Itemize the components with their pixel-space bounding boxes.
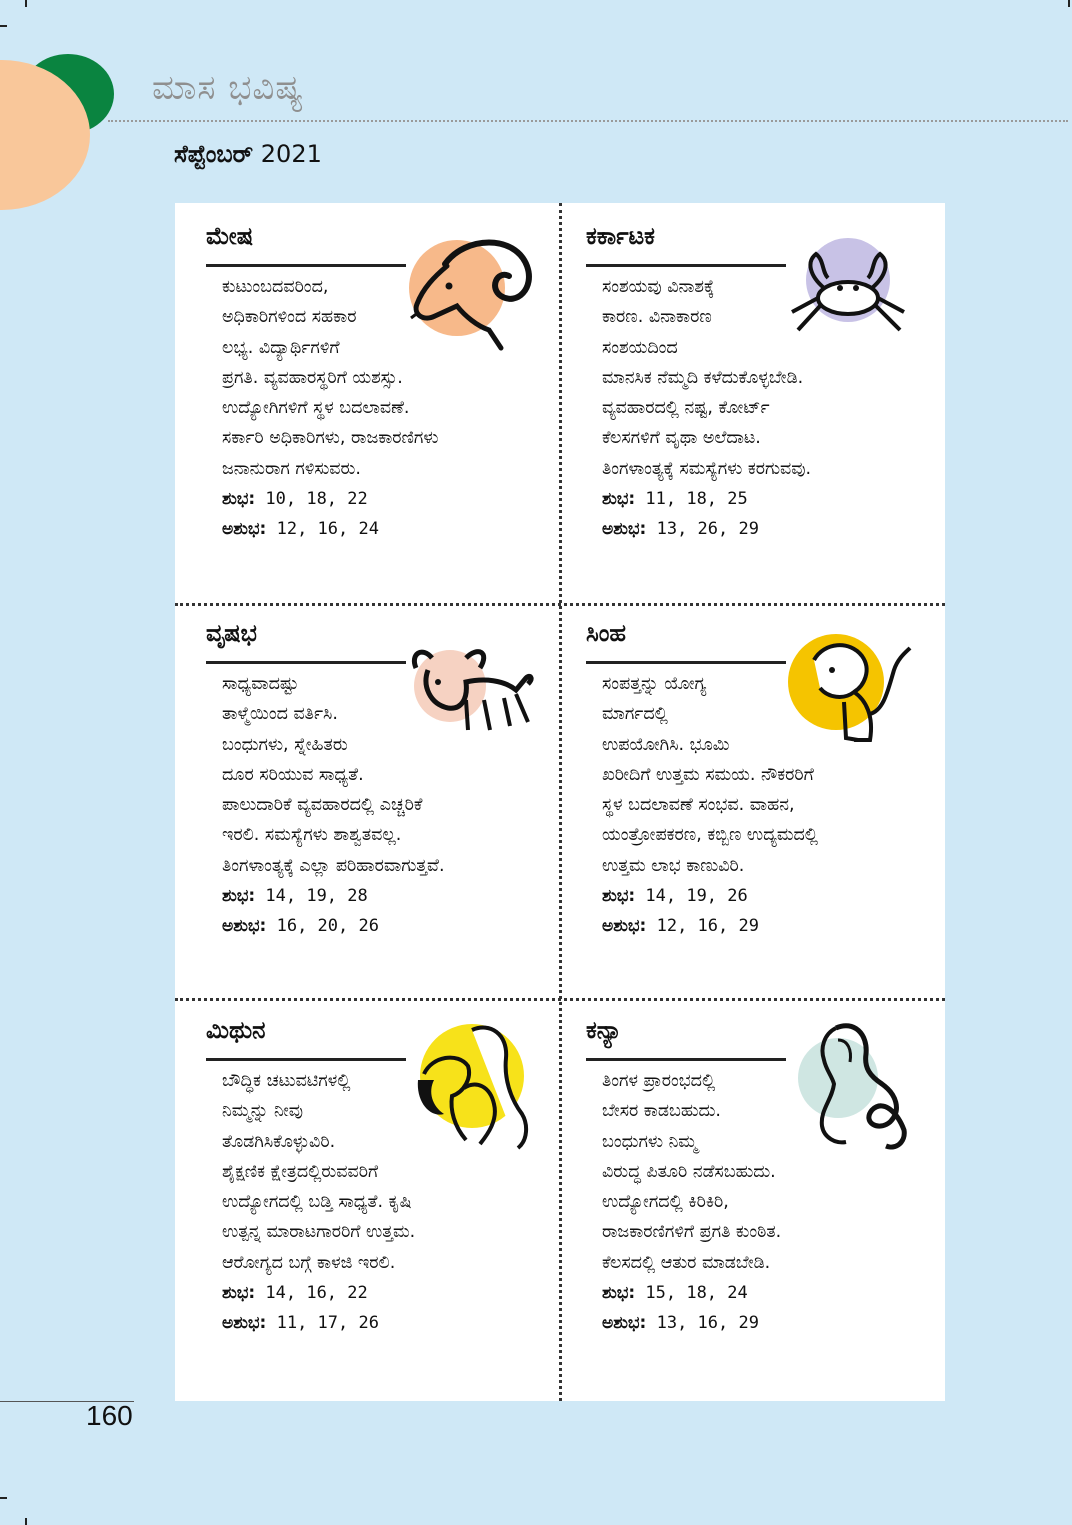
ashubha-label: ಅಶುಭ: bbox=[222, 519, 267, 540]
sign-title: ಕರ್ಕಾಟಕ bbox=[586, 222, 655, 250]
sign-title-rule bbox=[206, 264, 406, 267]
shubha-label: ಶುಭ: bbox=[222, 1283, 256, 1304]
ashubha-dates: 16, 20, 26 bbox=[276, 916, 379, 937]
text-line: ತಿಂಗಳ ಪ್ರಾರಂಭದಲ್ಲಿ bbox=[602, 1071, 716, 1091]
shubha-label: ಶುಭ: bbox=[602, 1283, 636, 1304]
shubha-line bbox=[602, 484, 811, 514]
text-line: ನಿಮ್ಮನ್ನು ನೀವು bbox=[222, 1101, 304, 1122]
text-line: ತಿಂಗಳಾಂತ್ಯಕ್ಕೆ ಸಮಸ್ಯೆಗಳು ಕರಗುವವು. bbox=[602, 458, 812, 479]
ashubha-dates: 11, 17, 26 bbox=[276, 1313, 379, 1334]
ram-icon bbox=[405, 226, 535, 356]
shubha-dates: 15, 18, 24 bbox=[645, 1283, 748, 1304]
ashubha-label: ಅಶುಭ: bbox=[602, 519, 647, 540]
month-label: ಸೆಪ್ಟೆಂಬರ್ bbox=[174, 140, 254, 168]
lion-icon bbox=[784, 630, 914, 750]
text-line: ಸಂಶಯವು ವಿನಾಶಕ್ಕೆ bbox=[602, 277, 715, 297]
text-line: ಬೇಸರ ಕಾಡಬಹುದು. bbox=[602, 1101, 721, 1122]
text-line: ಪ್ರಗತಿ. ವ್ಯವಹಾರಸ್ಥರಿಗೆ ಯಶಸ್ಸು. bbox=[222, 367, 403, 388]
title-divider bbox=[108, 120, 1068, 122]
text-line: ಲಭ್ಯ. ವಿದ್ಯಾರ್ಥಿಗಳಿಗೆ bbox=[222, 337, 340, 358]
text-line: ವಿರುದ್ಧ ಪಿತೂರಿ ನಡೆಸಬಹುದು. bbox=[602, 1161, 776, 1182]
ashubha-label: ಅಶುಭ: bbox=[602, 916, 647, 937]
sign-text bbox=[222, 1066, 415, 1339]
ashubha-line bbox=[222, 1308, 415, 1338]
row-divider bbox=[175, 998, 945, 1001]
sign-text bbox=[602, 1066, 781, 1339]
text-line: ಆರೋಗ್ಯದ ಬಗ್ಗೆ ಕಾಳಜಿ ಇರಲಿ. bbox=[222, 1252, 396, 1273]
text-line: ತೊಡಗಿಸಿಕೊಳ್ಳುವಿರಿ. bbox=[222, 1131, 336, 1152]
text-line: ಅಧಿಕಾರಿಗಳಿಂದ ಸಹಕಾರ bbox=[222, 307, 357, 328]
sign-title: ಸಿಂಹ bbox=[586, 619, 627, 647]
text-line: ಖರೀದಿಗೆ ಉತ್ತಮ ಸಮಯ. ನೌಕರರಿಗೆ bbox=[602, 764, 814, 785]
ashubha-dates: 12, 16, 24 bbox=[276, 519, 379, 540]
shubha-dates: 11, 18, 25 bbox=[645, 489, 748, 510]
text-line: ಬಂಧುಗಳು ನಿಮ್ಮ bbox=[602, 1131, 698, 1152]
crop-mark bbox=[25, 0, 27, 7]
text-line: ಮಾರ್ಗದಲ್ಲಿ bbox=[602, 704, 668, 725]
shubha-line bbox=[222, 1278, 415, 1308]
shubha-label: ಶುಭ: bbox=[602, 886, 636, 907]
month-heading bbox=[174, 140, 322, 168]
text-line: ಉತ್ತಮ ಲಾಭ ಕಾಣುವಿರಿ. bbox=[602, 855, 745, 876]
text-line: ವ್ಯವಹಾರದಲ್ಲಿ ನಷ್ಟ, ಕೋರ್ಟ್ bbox=[602, 398, 770, 419]
text-line: ಜನಾನುರಾಗ ಗಳಿಸುವರು. bbox=[222, 458, 361, 479]
shubha-label: ಶುಭ: bbox=[602, 489, 636, 510]
text-line: ಕುಟುಂಬದವರಿಂದ, bbox=[222, 277, 329, 297]
text-line: ಉಪಯೋಗಿಸಿ. ಭೂಮಿ bbox=[602, 734, 730, 755]
ashubha-label: ಅಶುಭ: bbox=[222, 1313, 267, 1334]
shubha-label: ಶುಭ: bbox=[222, 489, 256, 510]
text-line: ಸಂಪತ್ತನ್ನು ಯೋಗ್ಯ bbox=[602, 674, 707, 694]
shubha-dates: 14, 16, 22 bbox=[265, 1283, 368, 1304]
shubha-line bbox=[222, 881, 445, 911]
shubha-line bbox=[602, 1278, 781, 1308]
ashubha-label: ಅಶುಭ: bbox=[602, 1313, 647, 1334]
text-line: ಪಾಲುದಾರಿಕೆ ವ್ಯವಹಾರದಲ್ಲಿ ಎಚ್ಚರಿಕೆ bbox=[222, 795, 423, 816]
shubha-line bbox=[602, 881, 818, 911]
ashubha-line bbox=[602, 911, 818, 941]
ashubha-dates: 13, 26, 29 bbox=[656, 519, 759, 540]
text-line: ಕೆಲಸಗಳಿಗೆ ವೃಥಾ ಅಲೆದಾಟ. bbox=[602, 428, 761, 449]
column-divider bbox=[559, 203, 562, 1401]
text-line: ಕಾರಣ. ವಿನಾಕಾರಣ bbox=[602, 307, 712, 328]
text-line: ಉದ್ಯೋಗದಲ್ಲಿ ಬಡ್ತಿ ಸಾಧ್ಯತೆ. ಕೃಷಿ bbox=[222, 1192, 412, 1213]
maiden-icon bbox=[792, 1018, 908, 1152]
crop-mark bbox=[1068, 0, 1070, 7]
text-line: ತಿಂಗಳಾಂತ್ಯಕ್ಕೆ ಎಲ್ಲಾ ಪರಿಹಾರವಾಗುತ್ತವೆ. bbox=[222, 855, 445, 876]
crop-mark bbox=[0, 1497, 7, 1499]
text-line: ದೂರ ಸರಿಯುವ ಸಾಧ್ಯತೆ. bbox=[222, 764, 364, 785]
text-line: ಯಂತ್ರೋಪಕರಣ, ಕಬ್ಬಿಣ ಉದ್ಯಮದಲ್ಲಿ bbox=[602, 825, 819, 846]
sign-title-rule bbox=[586, 264, 786, 267]
text-line: ಇರಲಿ. ಸಮಸ್ಯೆಗಳು ಶಾಶ್ವತವಲ್ಲ. bbox=[222, 825, 402, 846]
row-divider bbox=[175, 603, 945, 606]
sign-title: ಕನ್ಯಾ bbox=[586, 1016, 622, 1044]
text-line: ಕೆಲಸದಲ್ಲಿ ಆತುರ ಮಾಡಬೇಡಿ. bbox=[602, 1252, 771, 1273]
text-line: ತಾಳ್ಮೆಯಿಂದ ವರ್ತಿಸಿ. bbox=[222, 704, 338, 725]
page-number: 160 bbox=[86, 1400, 133, 1431]
ashubha-dates: 13, 16, 29 bbox=[656, 1313, 759, 1334]
shubha-dates: 14, 19, 28 bbox=[265, 886, 368, 907]
ashubha-line bbox=[602, 1308, 781, 1338]
ashubha-dates: 12, 16, 29 bbox=[656, 916, 759, 937]
year-label: 2021 bbox=[260, 140, 322, 168]
sign-title: ಮೇಷ bbox=[206, 222, 254, 250]
ashubha-line bbox=[602, 514, 811, 544]
ashubha-line bbox=[222, 911, 445, 941]
bull-icon bbox=[404, 638, 538, 738]
text-line: ಉದ್ಯೋಗದಲ್ಲಿ ಕಿರಿಕಿರಿ, bbox=[602, 1192, 729, 1213]
shubha-dates: 10, 18, 22 bbox=[265, 489, 368, 510]
text-line: ಸ್ಥಳ ಬದಲಾವಣೆ ಸಂಭವ. ವಾಹನ, bbox=[602, 795, 795, 816]
sign-title-rule bbox=[586, 661, 786, 664]
page-title: ಮಾಸ ಭವಿಷ್ಯ bbox=[152, 68, 305, 108]
twins-icon bbox=[410, 1018, 534, 1152]
text-line: ಉದ್ಯೋಗಿಗಳಿಗೆ ಸ್ಥಳ ಬದಲಾವಣೆ. bbox=[222, 398, 410, 419]
text-line: ಬೌದ್ಧಿಕ ಚಟುವಟಿಗಳಲ್ಲಿ bbox=[222, 1071, 351, 1091]
sign-title: ಮಿಥುನ bbox=[206, 1016, 266, 1044]
text-line: ಮಾನಸಿಕ ನೆಮ್ಮದಿ ಕಳೆದುಕೊಳ್ಳಬೇಡಿ. bbox=[602, 367, 804, 388]
sign-title-rule bbox=[586, 1058, 786, 1061]
sign-text bbox=[602, 272, 811, 545]
ashubha-line bbox=[222, 514, 438, 544]
shubha-line bbox=[222, 484, 438, 514]
crab-icon bbox=[784, 232, 914, 344]
shubha-dates: 14, 19, 26 bbox=[645, 886, 748, 907]
text-line: ಸಾಧ್ಯವಾದಷ್ಟು bbox=[222, 674, 299, 694]
text-line: ಬಂಧುಗಳು, ಸ್ನೇಹಿತರು bbox=[222, 734, 348, 755]
sign-title: ವೃಷಭ bbox=[206, 619, 257, 647]
text-line: ಶೈಕ್ಷಣಿಕ ಕ್ಷೇತ್ರದಲ್ಲಿರುವವರಿಗೆ bbox=[222, 1161, 379, 1182]
text-line: ರಾಜಕಾರಣಿಗಳಿಗೆ ಪ್ರಗತಿ ಕುಂಠಿತ. bbox=[602, 1222, 782, 1243]
text-line: ಸರ್ಕಾರಿ ಅಧಿಕಾರಿಗಳು, ರಾಜಕಾರಣಿಗಳು bbox=[222, 428, 439, 449]
ashubha-label: ಅಶುಭ: bbox=[222, 916, 267, 937]
crop-mark bbox=[0, 25, 7, 27]
crop-mark bbox=[25, 1518, 27, 1525]
sign-title-rule bbox=[206, 1058, 406, 1061]
sign-title-rule bbox=[206, 661, 406, 664]
shubha-label: ಶುಭ: bbox=[222, 886, 256, 907]
text-line: ಸಂಶಯದಿಂದ bbox=[602, 337, 678, 358]
text-line: ಉತ್ಪನ್ನ ಮಾರಾಟಗಾರರಿಗೆ ಉತ್ತಮ. bbox=[222, 1222, 416, 1243]
